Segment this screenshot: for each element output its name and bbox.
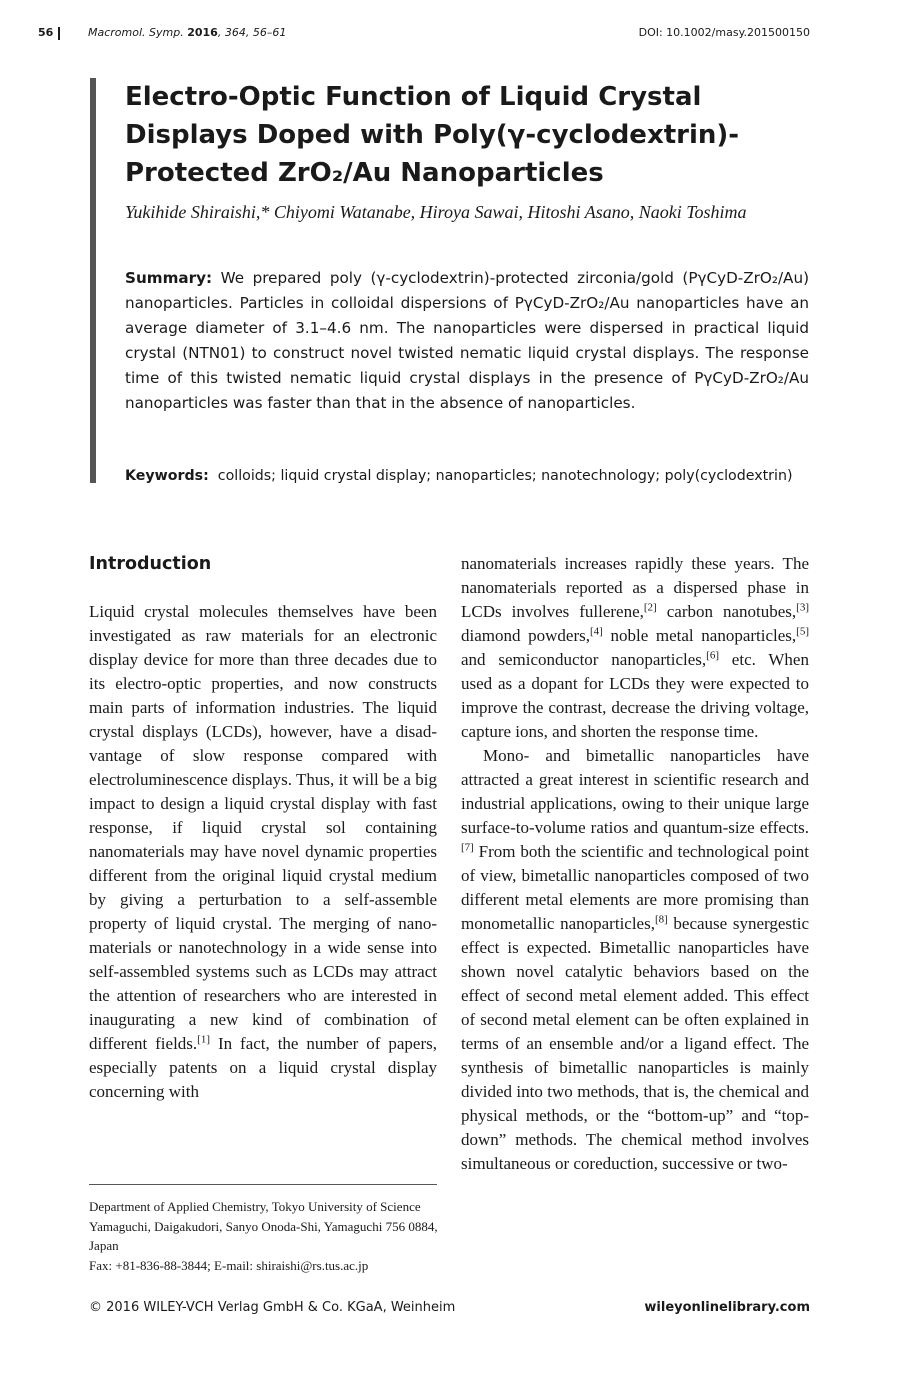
citation-ref[interactable]: [8]	[654, 913, 668, 926]
footnote-divider	[89, 1184, 437, 1185]
doi: DOI: 10.1002/masy.201500150	[638, 26, 810, 39]
page-number: 56	[38, 26, 54, 39]
text-run: Mono- and bimetallic nanoparticles have attracted a great interest in scientific research and industrial applications, owing to their unique large surface-to-volume ratios and quantum-size effects.	[461, 746, 809, 837]
running-head	[38, 26, 810, 44]
text-run: noble metal nanoparticles,	[602, 626, 797, 645]
text-run: Liquid crystal molecules themselves have been investigated as raw materials for an electronic display device for more than three decades due to its electro-optic properties, and now constructs main parts of information industries. The liquid crystal displays (LCDs), however, have a disadvantage of slow response compared with electroluminescence displays. Thus, it will be a big impact to design a liquid crystal display with fast response, if liquid crystal sol containing nanomaterials may have novel dynamic properties different from the original liquid crystal medium by giving a perturbation to a self-assemble property of liquid crystal. The merging of nanomaterials or nanotechnology in a wide sense into self-assembled systems such as LCDs may attract the attention of researchers who are interested in inaugurating a new kind of combination of different fields.	[89, 602, 437, 1053]
keywords	[125, 466, 825, 486]
text-run: nanomaterials increases rapidly these years. The nanomaterials reported as a dispersed phase in LCDs involves fullerene,	[461, 554, 809, 621]
summary-label: Summary:	[125, 269, 213, 287]
summary-text: We prepared poly (γ-cyclodextrin)-protected zirconia/gold (PγCyD-ZrO₂/Au) nanoparticles. Particles in colloidal dispersions of PγCyD-ZrO₂/Au nanoparticles have an average diameter of 3.1–4.6 nm. The nanoparticles were dispersed in practical liquid crystal (NTN01) to construct novel twisted nematic liquid crystal displays. The response time of this twisted nematic liquid crystal displays in the presence of PγCyD-ZrO₂/Au nanoparticles was faster than that in the absence of nanoparticles.	[125, 269, 810, 412]
text-run: and semiconductor nanoparticles,	[461, 650, 707, 669]
text-run: because synergestic effect is expected. Bimetallic nanoparticles have shown novel catalytic behaviors based on the effect of second metal element added. This effect of second metal element can be often explained in terms of an ensemble and/or a ligand effect. The synthesis of bimetallic nanoparticles is mainly divided into two methods, that is, the chemical and physical methods, or the “bottom-up” and “top-down” methods. The chemical method involves simultaneous or coreduction, successive or two-	[461, 914, 809, 1173]
right-column	[461, 552, 809, 1176]
journal-year: 2016	[187, 26, 218, 39]
journal-name: Macromol. Symp.	[88, 26, 184, 39]
contact-info: Fax: +81-836-88-3844; E-mail: shiraishi@rs.tus.ac.jp	[89, 1257, 369, 1273]
keywords-label: Keywords:	[125, 468, 209, 484]
text-run: diamond powders,	[461, 626, 590, 645]
keywords-text: colloids; liquid crystal display; nanoparticles; nanotechnology; poly(cyclodextrin)	[217, 468, 793, 484]
journal-volume-pages: , 364, 56–61	[217, 26, 287, 39]
citation-ref[interactable]: [5]	[796, 625, 809, 638]
text-run: In fact, the number of papers, especially patents on a liquid crystal display concerning with	[89, 1034, 437, 1101]
article-title: Electro-Optic Function of Liquid Crystal Displays Doped with Poly(γ-cyclodextrin)-Protected ZrO₂/Au Nanoparticles	[125, 82, 740, 188]
body-paragraph	[461, 552, 809, 744]
author-list: Yukihide Shiraishi,* Chiyomi Watanabe, Hiroya Sawai, Hitoshi Asano, Naoki Toshima	[125, 202, 747, 222]
citation-ref[interactable]: [1]	[197, 1033, 210, 1046]
title-block	[90, 78, 810, 488]
summary	[125, 266, 809, 416]
text-run: carbon nanotubes,	[656, 602, 797, 621]
section-heading-introduction: Introduction	[89, 554, 212, 574]
copyright-notice: © 2016 WILEY-VCH Verlag GmbH & Co. KGaA, Weinheim	[89, 1300, 456, 1315]
text-run: etc. When used as a dopant for LCDs they were expected to improve the contrast, decrease the driving voltage, capture ions, and shorten the response time.	[461, 650, 809, 741]
citation-ref[interactable]: [2]	[643, 601, 657, 614]
citation-ref[interactable]: [7]	[461, 841, 474, 854]
citation-ref[interactable]: [3]	[796, 601, 809, 614]
journal-citation	[88, 26, 286, 39]
page-footer	[89, 1300, 810, 1320]
title-accent-bar	[90, 78, 96, 483]
publisher-site-link[interactable]: wileyonlinelibrary.com	[644, 1300, 810, 1315]
citation-ref[interactable]: [6]	[706, 649, 719, 662]
body-paragraph	[461, 744, 809, 1176]
affiliation-footnote	[89, 1197, 439, 1275]
body-paragraph	[89, 600, 437, 1104]
left-column	[89, 552, 437, 1104]
affiliation-address: Department of Applied Chemistry, Tokyo University of Science Yamaguchi, Daigakudori, Sanyo Onoda-Shi, Yamaguchi 756 0884, Japan	[89, 1199, 438, 1253]
text-run: From both the scientific and technological point of view, bimetallic nanoparticles composed of two different metal elements are more promising than monometallic nanoparticles,	[461, 842, 809, 933]
citation-ref[interactable]: [4]	[590, 625, 603, 638]
